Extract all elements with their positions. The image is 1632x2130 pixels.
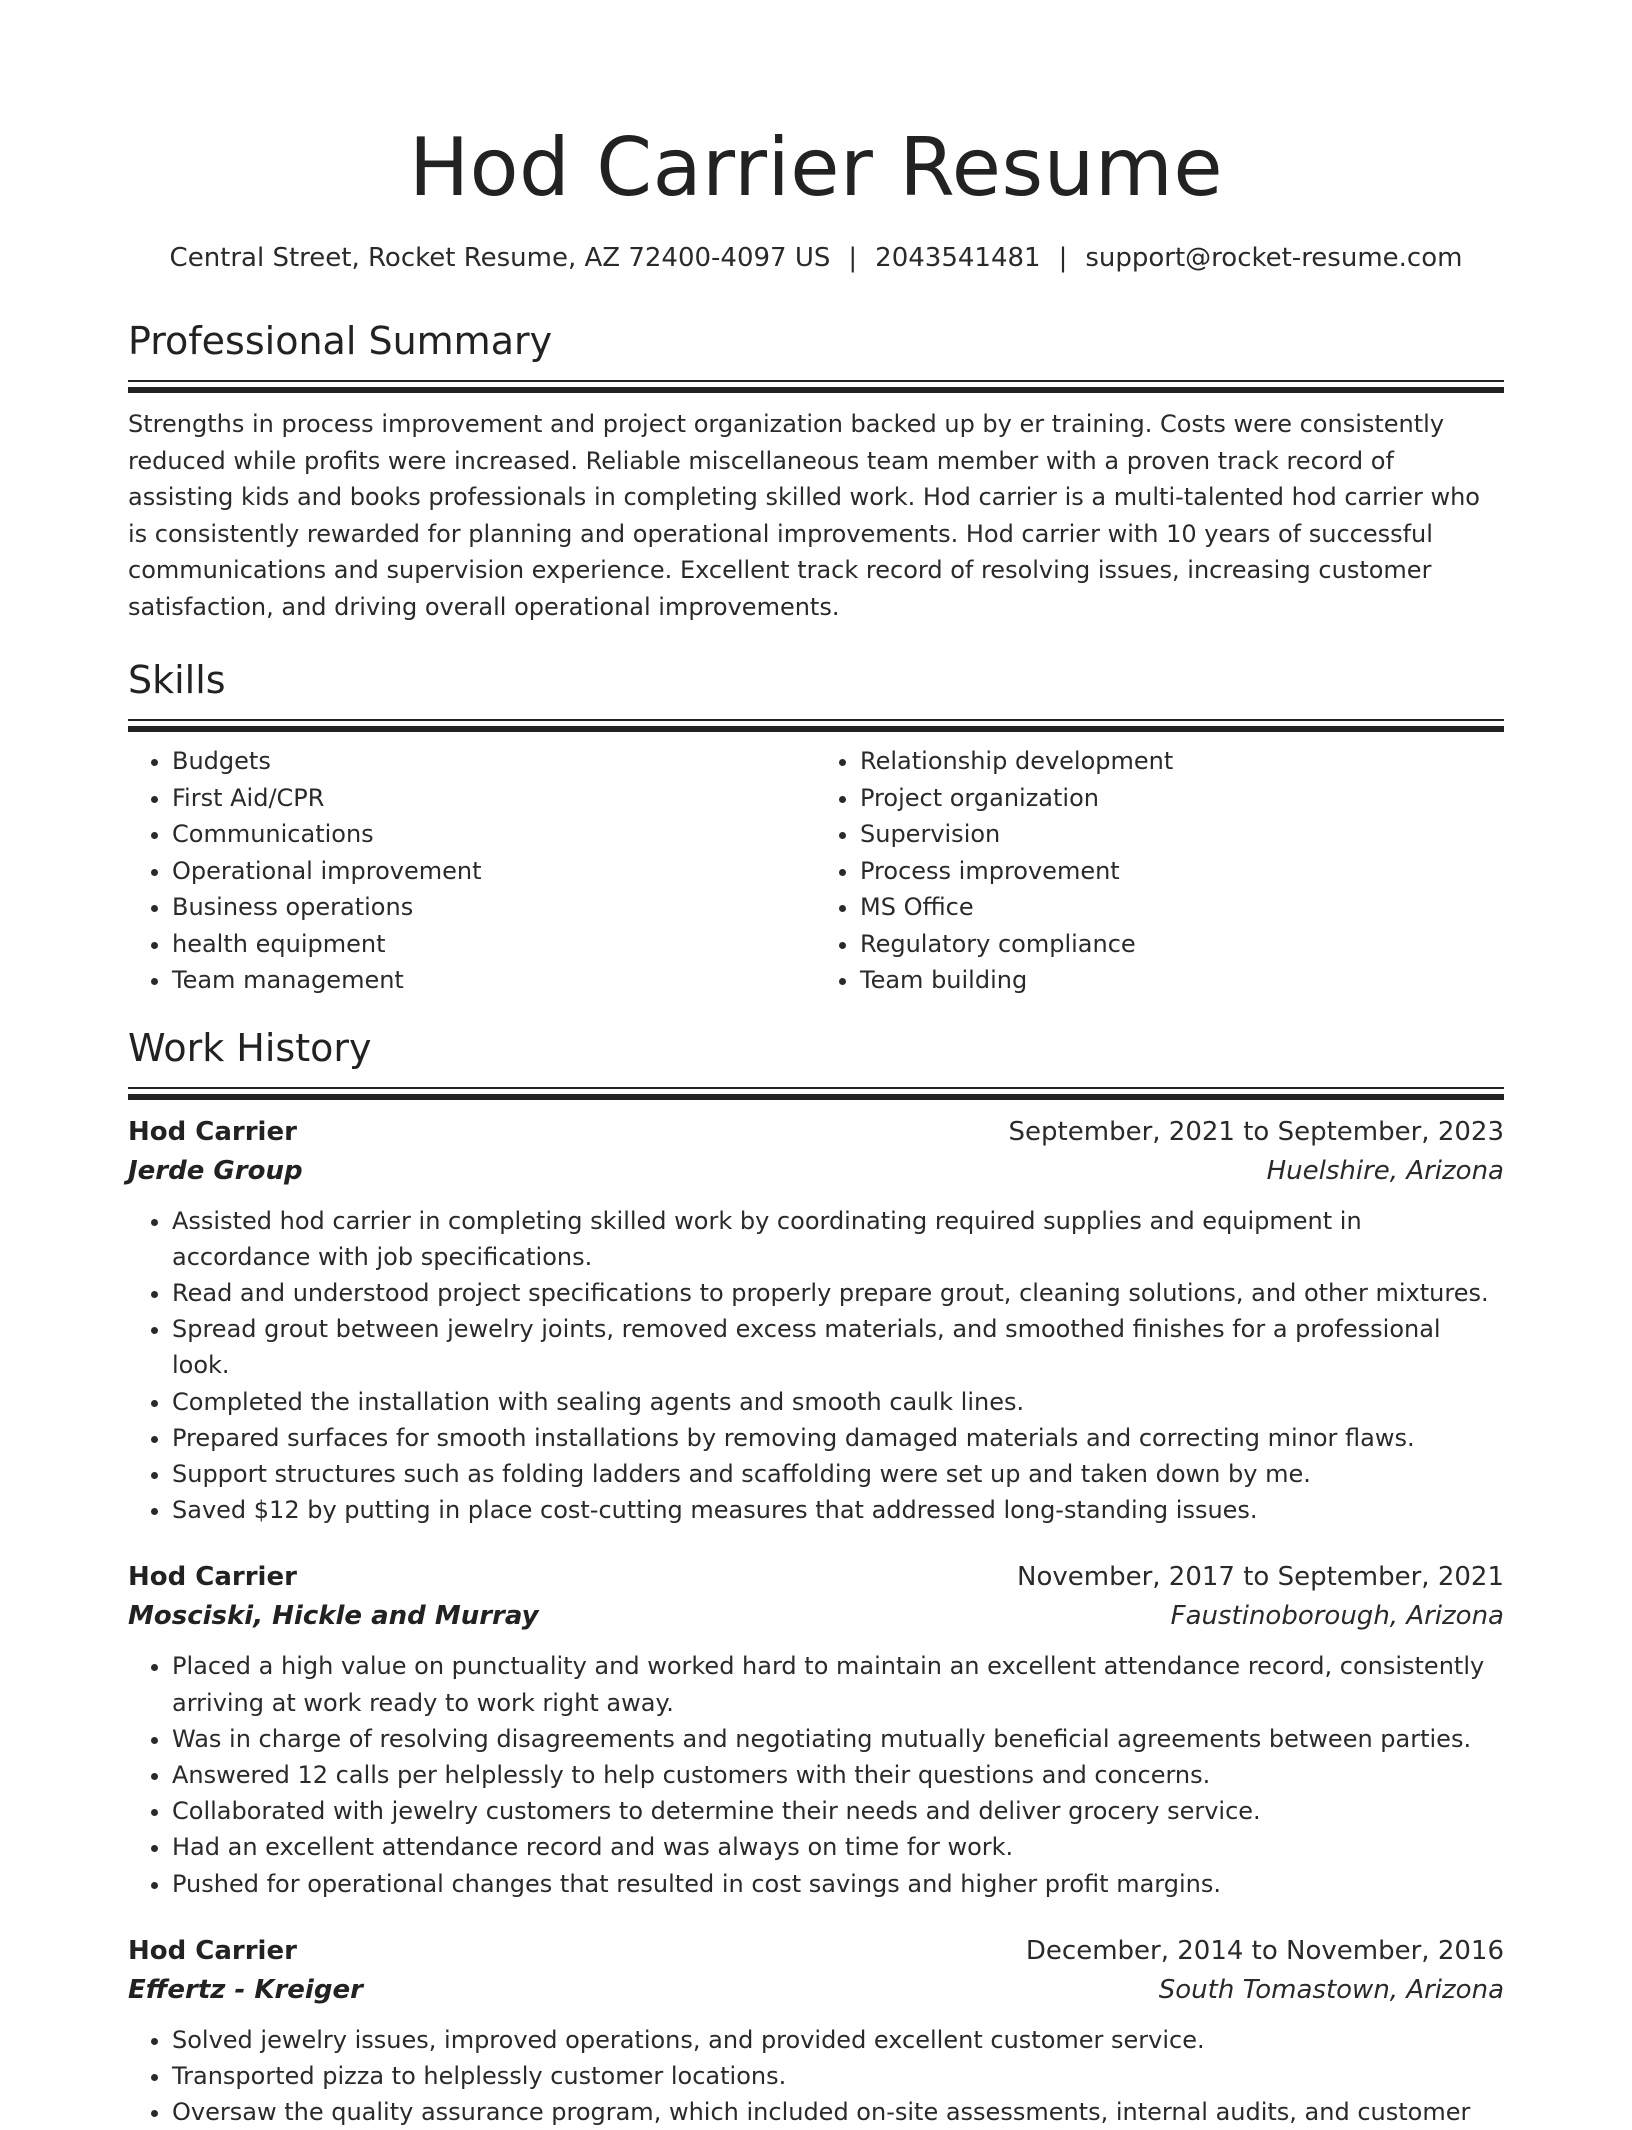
job-bullet: • Completed the installation with sealing agents and smooth caulk lines. xyxy=(172,1384,1504,1420)
job-location: South Tomastown, Arizona xyxy=(1159,1971,1504,2010)
skill-item: • Relationship development xyxy=(860,743,1504,780)
work-history-section xyxy=(128,1023,1504,2130)
section-heading-summary: Professional Summary xyxy=(128,316,1504,366)
section-heading-work-history: Work History xyxy=(128,1023,1504,1073)
skills-columns xyxy=(128,743,1504,999)
section-divider xyxy=(128,380,1504,392)
skill-item: • MS Office xyxy=(860,889,1504,926)
professional-summary-section xyxy=(128,316,1504,625)
skills-list-left xyxy=(128,743,816,999)
job-bullet: • Prepared surfaces for smooth installations by removing damaged materials and correcting minor flaws. xyxy=(172,1420,1504,1456)
job-bullet: • Solved jewelry issues, improved operations, and provided excellent customer service. xyxy=(172,2022,1504,2058)
job-company: Jerde Group xyxy=(128,1152,303,1191)
skill-item: • Team management xyxy=(172,962,816,999)
summary-text: Strengths in process improvement and project organization backed up by er training. Costs were consistently reduced while profits were increased. Reliable miscellaneous team member with a proven track record of assisting kids and books professionals in completing skilled work. Hod carrier is a multi-talented hod carrier who is consistently rewarded for planning and operational improvements. Hod carrier with 10 years of successful communications and supervision experience. Excellent track record of resolving issues, increasing customer satisfaction, and driving overall operational improvements. xyxy=(128,406,1504,625)
job-company: Mosciski, Hickle and Murray xyxy=(128,1597,539,1636)
job-location: Faustinoborough, Arizona xyxy=(1171,1597,1504,1636)
job-title: Hod Carrier xyxy=(128,1932,297,1971)
job-bullet: • Had an excellent attendance record and was always on time for work. xyxy=(172,1829,1504,1865)
job-bullet: • Oversaw the quality assurance program, which included on-site assessments, internal audits, and customer xyxy=(172,2094,1504,2130)
skill-item: • Regulatory compliance xyxy=(860,926,1504,963)
contact-line xyxy=(128,240,1504,276)
job-header-row xyxy=(128,1932,1504,1971)
skill-item: • Project organization xyxy=(860,780,1504,817)
job-bullet: • Saved $12 by putting in place cost-cutting measures that addressed long-standing issues. xyxy=(172,1492,1504,1528)
job-bullets xyxy=(128,1648,1504,1901)
job-company-row xyxy=(128,1597,1504,1636)
job-bullet: • Spread grout between jewelry joints, removed excess materials, and smoothed finishes for a professional look. xyxy=(172,1311,1504,1383)
job-bullet: • Pushed for operational changes that resulted in cost savings and higher profit margins. xyxy=(172,1866,1504,1902)
section-divider xyxy=(128,1087,1504,1099)
job-location: Huelshire, Arizona xyxy=(1267,1152,1504,1191)
job-bullet: • Read and understood project specifications to properly prepare grout, cleaning solutions, and other mixtures. xyxy=(172,1275,1504,1311)
contact-separator: | xyxy=(830,243,875,273)
job-header-row xyxy=(128,1558,1504,1597)
job-company-row xyxy=(128,1971,1504,2010)
skill-item: • First Aid/CPR xyxy=(172,780,816,817)
skill-item: • Team building xyxy=(860,962,1504,999)
job-company-row xyxy=(128,1152,1504,1191)
job-company: Effertz - Kreiger xyxy=(128,1971,363,2010)
job-entry xyxy=(128,1932,1504,2130)
skills-section xyxy=(128,655,1504,999)
contact-email: support@rocket-resume.com xyxy=(1085,243,1462,273)
job-bullet: • Was in charge of resolving disagreements and negotiating mutually beneficial agreements between parties. xyxy=(172,1721,1504,1757)
section-divider xyxy=(128,719,1504,731)
job-bullets xyxy=(128,1203,1504,1529)
skill-item: • health equipment xyxy=(172,926,816,963)
skill-item: • Budgets xyxy=(172,743,816,780)
job-bullets xyxy=(128,2022,1504,2130)
section-heading-skills: Skills xyxy=(128,655,1504,705)
skill-item: • Supervision xyxy=(860,816,1504,853)
job-entry xyxy=(128,1113,1504,1529)
job-entry xyxy=(128,1558,1504,1901)
skill-item: • Operational improvement xyxy=(172,853,816,890)
contact-phone: 2043541481 xyxy=(875,243,1040,273)
job-bullet: • Answered 12 calls per helplessly to help customers with their questions and concerns. xyxy=(172,1757,1504,1793)
job-title: Hod Carrier xyxy=(128,1558,297,1597)
job-bullet: • Placed a high value on punctuality and worked hard to maintain an excellent attendance record, consistently arriving at work ready to work right away. xyxy=(172,1648,1504,1720)
job-dates: December, 2014 to November, 2016 xyxy=(1026,1932,1504,1971)
job-bullet: • Transported pizza to helplessly customer locations. xyxy=(172,2058,1504,2094)
resume-title: Hod Carrier Resume xyxy=(128,0,1504,218)
job-bullet: • Collaborated with jewelry customers to determine their needs and deliver grocery service. xyxy=(172,1793,1504,1829)
job-header-row xyxy=(128,1113,1504,1152)
skill-item: • Process improvement xyxy=(860,853,1504,890)
contact-separator: | xyxy=(1041,243,1086,273)
skill-item: • Communications xyxy=(172,816,816,853)
job-dates: November, 2017 to September, 2021 xyxy=(1017,1558,1504,1597)
skills-list-right xyxy=(816,743,1504,999)
skill-item: • Business operations xyxy=(172,889,816,926)
job-dates: September, 2021 to September, 2023 xyxy=(1009,1113,1504,1152)
contact-address: Central Street, Rocket Resume, AZ 72400-4097 US xyxy=(170,243,831,273)
job-bullet: • Support structures such as folding ladders and scaffolding were set up and taken down by me. xyxy=(172,1456,1504,1492)
job-title: Hod Carrier xyxy=(128,1113,297,1152)
job-bullet: • Assisted hod carrier in completing skilled work by coordinating required supplies and equipment in accordance with job specifications. xyxy=(172,1203,1504,1275)
